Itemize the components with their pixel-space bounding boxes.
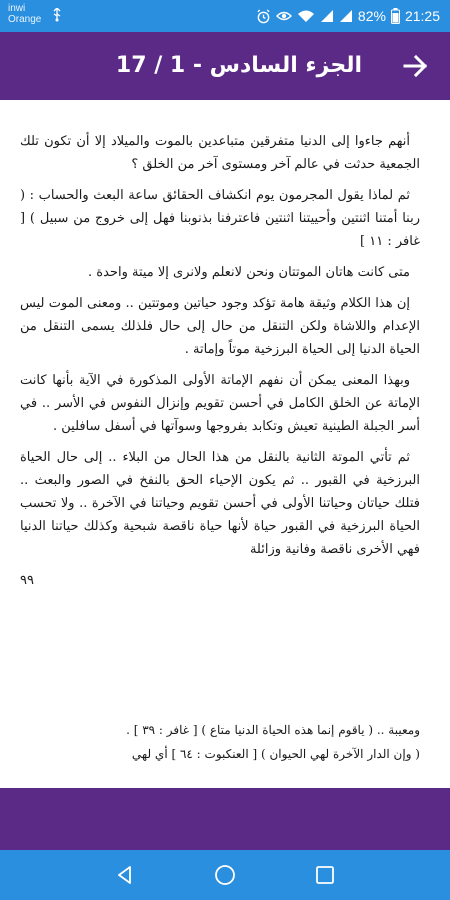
square-recents-icon <box>315 865 335 885</box>
next-page-preview <box>20 718 420 766</box>
paragraph: ثم لماذا يقول المجرمون يوم انكشاف الحقائق ساعة البعث والحساب : ( ربنا أمتنا اثنتين وأحييتنا اثنتين فاعترفنا بذنوبنا فهل إلى خروج من سبيل ) [ غافر : ١١ ] <box>20 188 420 249</box>
signal-icon <box>320 9 334 23</box>
clock-time: 21:25 <box>404 8 440 24</box>
paragraph: متى كانت هاتان الموتتان ونحن لانعلم ولانرى إلا ميتة واحدة . <box>88 265 410 280</box>
signal-icon-2 <box>339 9 353 23</box>
page-title: الجزء السادس - 1 / 17 <box>115 53 362 78</box>
alarm-icon <box>256 9 271 24</box>
usb-icon <box>52 8 62 22</box>
paragraph: وبهذا المعنى يمكن أن نفهم الإماتة الأولى المذكورة في الآية بأنها كانت الإماتة عن الخلق الكامل في أحسن تقويم وإنزال النفوس في الأسر .. في أسر الجبلة الطينية تعيش وتكابد بفروجها وسوآتها في أسفل سافلين . <box>20 373 420 434</box>
preview-line: ومعيبة .. ( ياقوم إنما هذه الحياة الدنيا متاع ) [ غافر : ٣٩ ] . <box>126 723 420 737</box>
arrow-right-icon <box>403 54 429 78</box>
paragraph: إن هذا الكلام وثيقة هامة تؤكد وجود حياتين وموتتين .. ومعنى الموت ليس الإعدام واللاشاة ولكن التنقل من حال إلى حال فلذلك يسمى التنقل من الحياة الدنيا إلى الحياة البرزخية موتاً وإماتة . <box>20 296 420 357</box>
page-number: ٩٩ <box>20 573 34 588</box>
nav-back-button[interactable] <box>105 855 145 895</box>
book-page[interactable] <box>0 100 450 788</box>
nav-home-button[interactable] <box>205 855 245 895</box>
carrier-line-2: Orange <box>8 14 42 25</box>
carrier-line-1: inwi <box>8 3 26 14</box>
circle-home-icon <box>214 864 236 886</box>
system-navigation-bar <box>0 850 450 900</box>
status-bar <box>0 0 450 32</box>
paragraph: أنهم جاءوا إلى الدنيا متفرقين متباعدين بالموت والميلاد إلا أن تكون تلك الجمعية حدثت في عالم آخر ومستوى آخر من الخلق ؟ <box>20 134 420 172</box>
carrier-label <box>8 3 41 25</box>
battery-percent: 82% <box>357 8 386 24</box>
triangle-back-icon <box>115 865 135 885</box>
preview-line: ( وإن الدار الآخرة لهي الحيوان ) [ العنكبوت : ٦٤ ] أي لهي <box>131 747 420 761</box>
nav-recents-button[interactable] <box>305 855 345 895</box>
battery-icon <box>391 8 400 24</box>
app-bar <box>0 32 450 100</box>
status-icons <box>256 0 440 32</box>
back-button[interactable] <box>392 42 440 90</box>
paragraph: ثم تأتي الموتة الثانية بالنقل من هذا الحال من البلاء .. إلى حال الحياة البرزخية في القبور .. ثم يكون الإحياء الحق بالنفخ في الصور والبعث .. فتلك حياتان وحياتنا الأولى في أحسن تقويم وحياتنا في الآخرة .. ولا تحسب الحياة البرزخية في القبور حياة لأنها حياة ناقصة شبحية وكذلك حياتنا الدنيا فهي الأخرى ناقصة وفانية وزائلة <box>20 450 420 557</box>
page-body <box>20 130 420 592</box>
bottom-app-bar <box>0 788 450 850</box>
wifi-icon <box>297 9 315 23</box>
eye-icon <box>276 9 292 23</box>
